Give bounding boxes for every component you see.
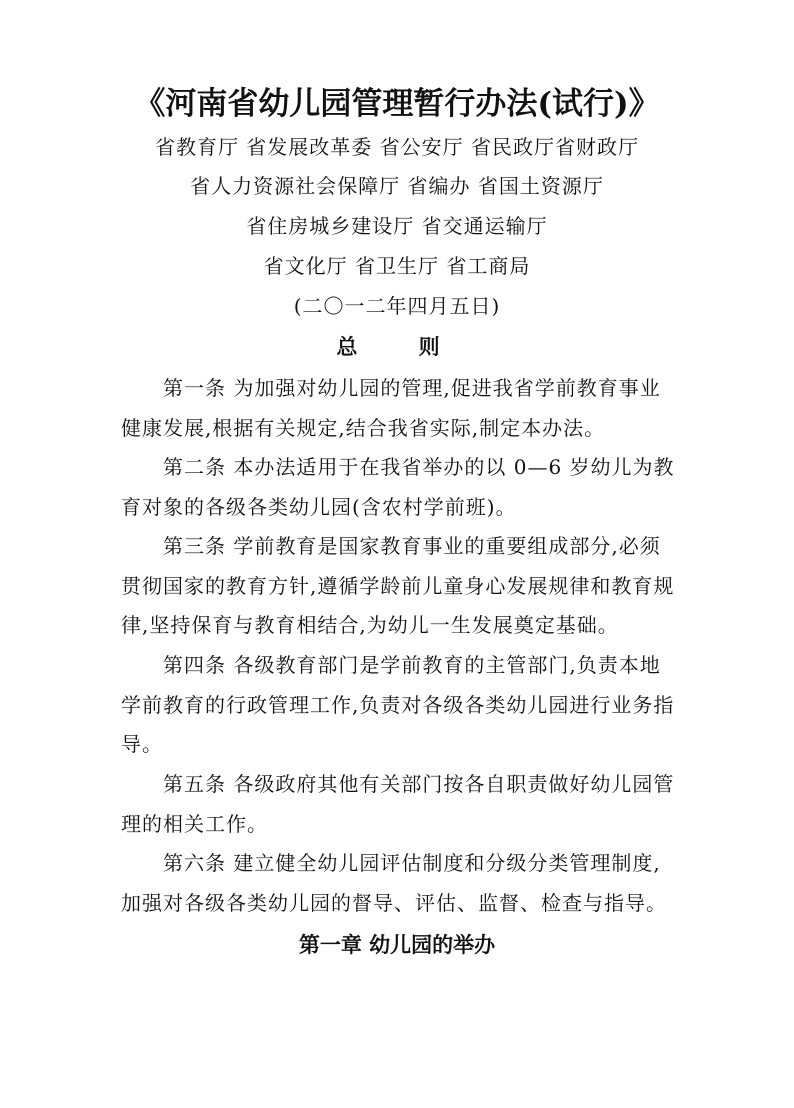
issuer-line-3: 省住房城乡建设厅 省交通运输厅	[246, 214, 548, 238]
article-2: 第二条 本办法适用于在我省举办的以 0—6 岁幼儿为教育对象的各级各类幼儿园(含农村学前班)。	[121, 455, 675, 519]
section-heading-general: 总 则	[336, 335, 458, 359]
article-3: 第三条 学前教育是国家教育事业的重要组成部分,必须贯彻国家的教育方针,遵循学龄前儿童身心发展规律和教育规律,坚持保育与教育相结合,为幼儿一生发展奠定基础。	[121, 534, 675, 637]
issuer-line-2: 省人力资源社会保障厅 省编办 省国土资源厅	[190, 174, 604, 198]
article-1: 第一条 为加强对幼儿园的管理,促进我省学前教育事业健康发展,根据有关规定,结合我省实际,制定本办法。	[121, 376, 661, 440]
article-4: 第四条 各级教育部门是学前教育的主管部门,负责本地学前教育的行政管理工作,负责对各级各类幼儿园进行业务指导。	[121, 653, 675, 756]
issuer-line-4: 省文化厅 省卫生厅 省工商局	[263, 254, 531, 278]
issuer-line-1: 省教育厅 省发展改革委 省公安厅 省民政厅省财政厅	[154, 135, 640, 159]
document-title: 《河南省幼儿园管理暂行办法(试行)》	[134, 86, 660, 122]
issue-date: (二〇一二年四月五日)	[293, 294, 501, 318]
chapter-heading: 第一章 幼儿园的举办	[298, 933, 496, 957]
article-6: 第六条 建立健全幼儿园评估制度和分级分类管理制度,加强对各级各类幼儿园的督导、评估、监督、检查与指导。	[121, 851, 667, 915]
article-5: 第五条 各级政府其他有关部门按各自职责做好幼儿园管理的相关工作。	[121, 772, 675, 836]
